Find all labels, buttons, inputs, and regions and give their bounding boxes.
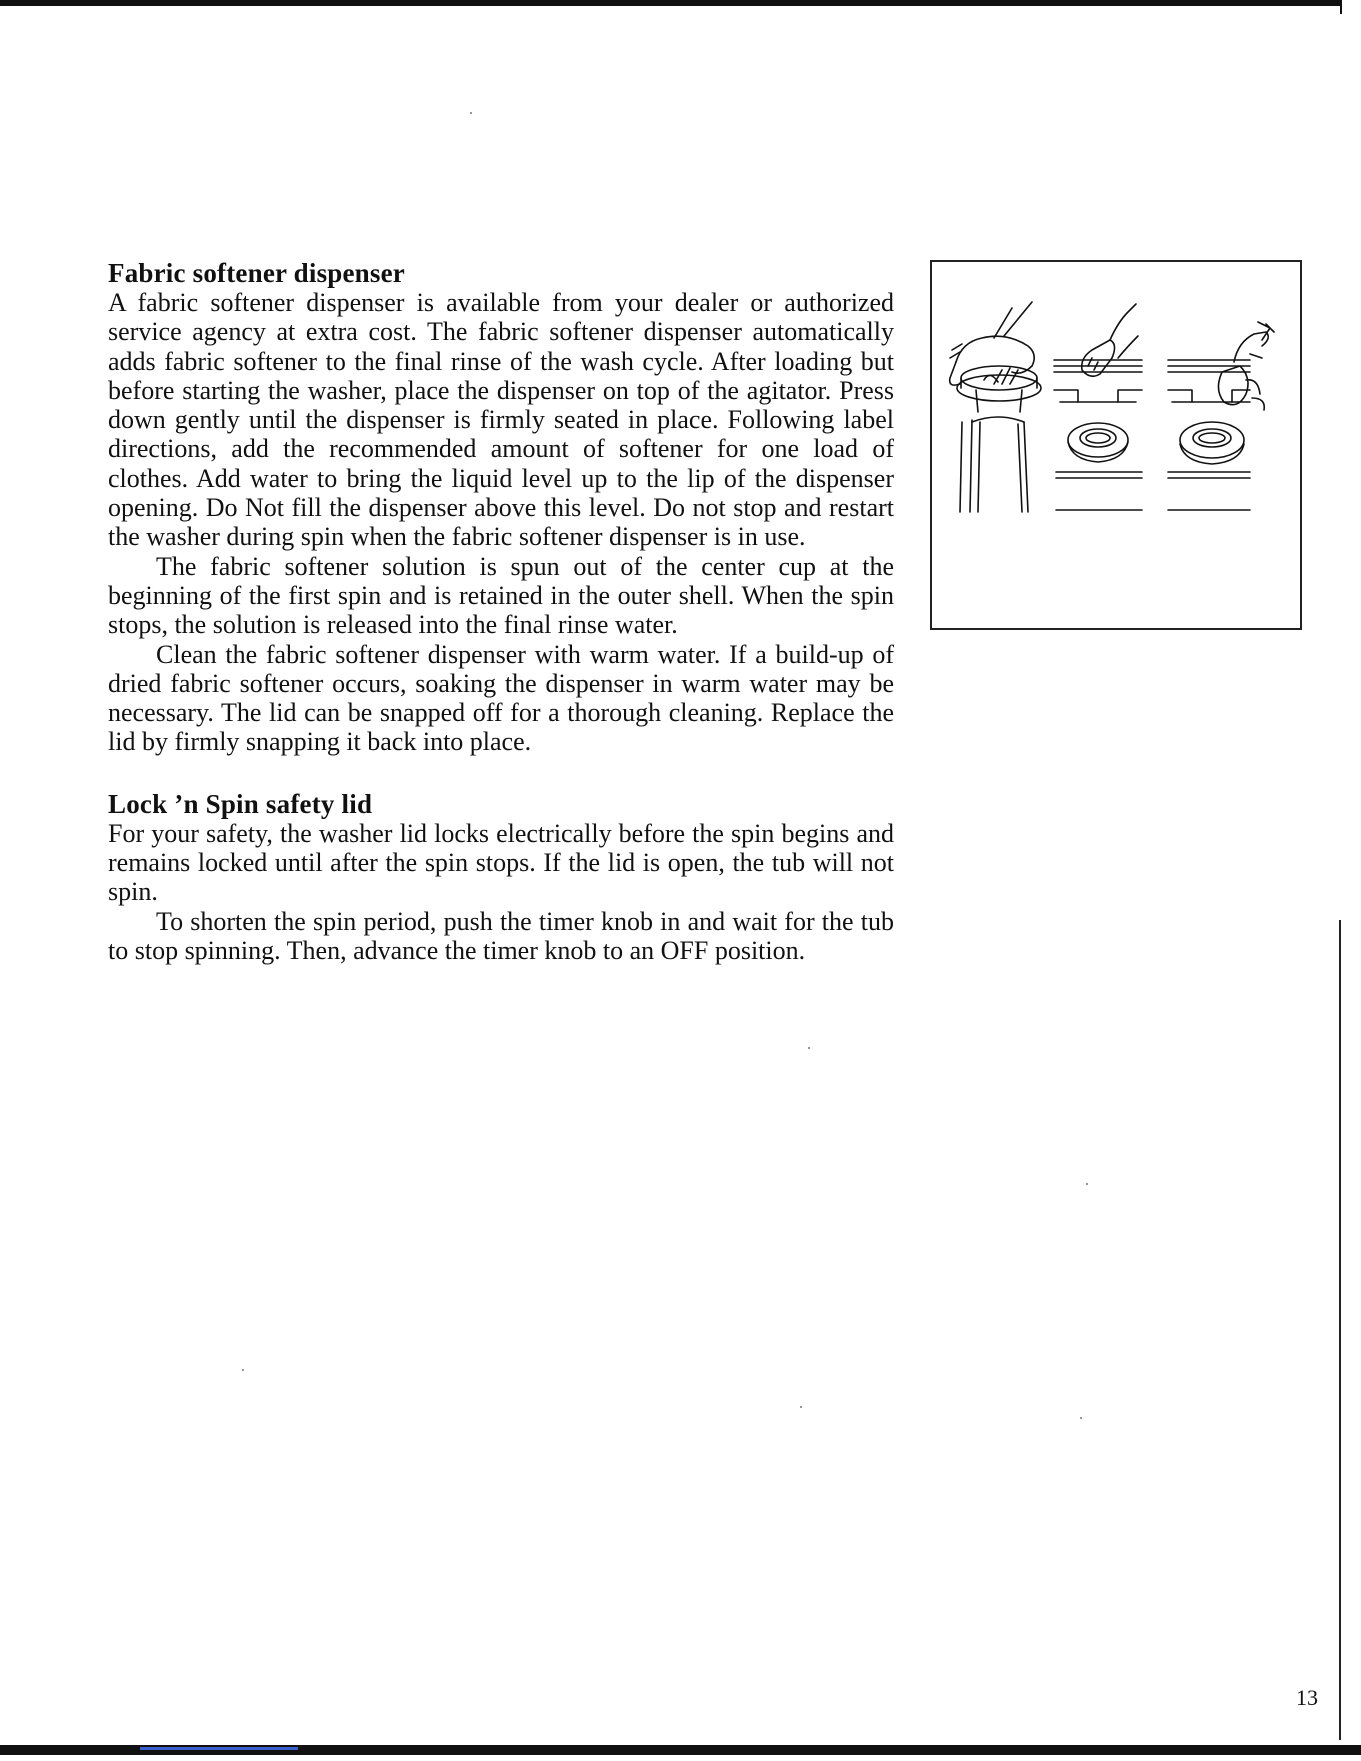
scan-speck	[1086, 1183, 1088, 1185]
pouring-softener-drawing	[1054, 304, 1142, 510]
scan-speck	[808, 1047, 810, 1049]
section-heading-lock-n-spin: Lock ’n Spin safety lid	[108, 788, 373, 819]
paragraph: The fabric softener solution is spun out of the center cup at the beginning of the first spin and is retained in the outer shell. When the spin stops, the solution is released into the final rinse water.	[108, 551, 894, 640]
paragraph: A fabric softener dispenser is available from your dealer or authorized service agency at extra cost. The fabric softener dispenser automatically adds fabric softener to the final rinse of the wash cycle. After loading but before starting the washer, place the dispenser on top of the agitator. Press down gently until the dispenser is firmly seated in place. Following label directions, add the recommended amount of softener for one load of clothes. Add water to bring the liquid level up to the lip of the dispenser opening. Do Not fill the dispenser above this level. Do not stop and restart the washer during spin when the fabric softener dispenser is in use.	[108, 288, 894, 552]
paragraph: To shorten the spin period, push the timer knob in and wait for the tub to stop spinning. Then, advance the timer knob to an OFF position.	[108, 906, 894, 965]
top-rule	[0, 0, 1342, 6]
section-heading-fabric-softener: Fabric softener dispenser	[108, 258, 405, 288]
dispenser-on-agitator-drawing	[950, 302, 1041, 512]
page-number: 13	[1296, 1685, 1318, 1710]
scan-speck	[242, 1369, 244, 1371]
adding-water-drawing	[1168, 322, 1274, 510]
right-edge-rule	[1339, 920, 1341, 1740]
scan-speck	[1080, 1417, 1082, 1419]
paragraph: Clean the fabric softener dispenser with warm water. If a build-up of dried fabric softener occurs, soaking the dispenser in warm water may be necessary. The lid can be snapped off for a thorough cleaning. Replace the lid by firmly snapping it back into place.	[108, 639, 894, 757]
main-column	[108, 258, 894, 965]
paragraph: For your safety, the washer lid locks electrically before the spin begins and remains locked until after the spin stops. If the lid is open, the tub will not spin.	[108, 818, 894, 907]
scan-speck	[470, 112, 472, 114]
scan-speck	[800, 1406, 802, 1408]
dispenser-illustration	[930, 260, 1302, 630]
top-right-rule	[1340, 0, 1342, 14]
bottom-blue-mark	[140, 1747, 298, 1750]
